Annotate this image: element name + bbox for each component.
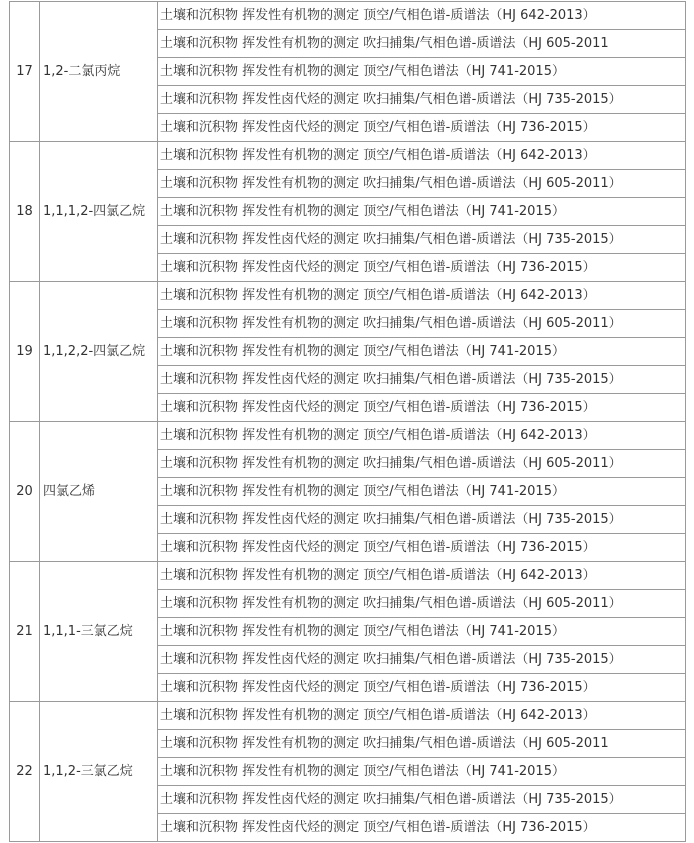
method-standard: 土壤和沉积物 挥发性卤代烃的测定 顶空/气相色谱-质谱法（HJ 736-2015）: [158, 114, 686, 142]
method-standard: 土壤和沉积物 挥发性卤代烃的测定 顶空/气相色谱-质谱法（HJ 736-2015）: [158, 394, 686, 422]
method-standard: 土壤和沉积物 挥发性有机物的测定 顶空/气相色谱法（HJ 741-2015）: [158, 618, 686, 646]
method-standard: 土壤和沉积物 挥发性卤代烃的测定 顶空/气相色谱-质谱法（HJ 736-2015）: [158, 254, 686, 282]
method-standard: 土壤和沉积物 挥发性有机物的测定 吹扫捕集/气相色谱-质谱法（HJ 605-2011: [158, 730, 686, 758]
method-standard: 土壤和沉积物 挥发性卤代烃的测定 吹扫捕集/气相色谱-质谱法（HJ 735-2015）: [158, 366, 686, 394]
method-standard: 土壤和沉积物 挥发性有机物的测定 吹扫捕集/气相色谱-质谱法（HJ 605-2011）: [158, 310, 686, 338]
method-standard: 土壤和沉积物 挥发性卤代烃的测定 吹扫捕集/气相色谱-质谱法（HJ 735-2015）: [158, 86, 686, 114]
method-standard: 土壤和沉积物 挥发性有机物的测定 顶空/气相色谱-质谱法（HJ 642-2013）: [158, 142, 686, 170]
method-standard: 土壤和沉积物 挥发性卤代烃的测定 顶空/气相色谱-质谱法（HJ 736-2015）: [158, 814, 686, 842]
standards-table: [9, 1, 686, 842]
method-standard: 土壤和沉积物 挥发性有机物的测定 顶空/气相色谱法（HJ 741-2015）: [158, 758, 686, 786]
compound-name: 1,1,1-三氯乙烷: [40, 562, 158, 702]
method-standard: 土壤和沉积物 挥发性卤代烃的测定 吹扫捕集/气相色谱-质谱法（HJ 735-2015）: [158, 226, 686, 254]
method-standard: 土壤和沉积物 挥发性有机物的测定 吹扫捕集/气相色谱-质谱法（HJ 605-2011）: [158, 590, 686, 618]
method-standard: 土壤和沉积物 挥发性有机物的测定 顶空/气相色谱法（HJ 741-2015）: [158, 58, 686, 86]
item-number: 19: [10, 282, 40, 422]
method-standard: 土壤和沉积物 挥发性有机物的测定 顶空/气相色谱-质谱法（HJ 642-2013）: [158, 282, 686, 310]
item-number: 17: [10, 2, 40, 142]
method-standard: 土壤和沉积物 挥发性卤代烃的测定 顶空/气相色谱-质谱法（HJ 736-2015）: [158, 674, 686, 702]
compound-name: 1,1,1,2-四氯乙烷: [40, 142, 158, 282]
method-standard: 土壤和沉积物 挥发性有机物的测定 顶空/气相色谱法（HJ 741-2015）: [158, 198, 686, 226]
method-standard: 土壤和沉积物 挥发性有机物的测定 吹扫捕集/气相色谱-质谱法（HJ 605-2011）: [158, 450, 686, 478]
method-standard: 土壤和沉积物 挥发性卤代烃的测定 吹扫捕集/气相色谱-质谱法（HJ 735-2015）: [158, 646, 686, 674]
method-standard: 土壤和沉积物 挥发性卤代烃的测定 吹扫捕集/气相色谱-质谱法（HJ 735-2015）: [158, 786, 686, 814]
method-standard: 土壤和沉积物 挥发性有机物的测定 顶空/气相色谱-质谱法（HJ 642-2013）: [158, 422, 686, 450]
method-standard: 土壤和沉积物 挥发性有机物的测定 顶空/气相色谱法（HJ 741-2015）: [158, 478, 686, 506]
item-number: 18: [10, 142, 40, 282]
method-standard: 土壤和沉积物 挥发性有机物的测定 顶空/气相色谱法（HJ 741-2015）: [158, 338, 686, 366]
table-row: [10, 702, 686, 730]
table-row: [10, 422, 686, 450]
table-row: [10, 562, 686, 590]
method-standard: 土壤和沉积物 挥发性卤代烃的测定 顶空/气相色谱-质谱法（HJ 736-2015）: [158, 534, 686, 562]
method-standard: 土壤和沉积物 挥发性有机物的测定 吹扫捕集/气相色谱-质谱法（HJ 605-2011）: [158, 170, 686, 198]
item-number: 22: [10, 702, 40, 842]
method-standard: 土壤和沉积物 挥发性有机物的测定 顶空/气相色谱-质谱法（HJ 642-2013）: [158, 2, 686, 30]
compound-name: 1,2-二氯丙烷: [40, 2, 158, 142]
method-standard: 土壤和沉积物 挥发性有机物的测定 顶空/气相色谱-质谱法（HJ 642-2013）: [158, 702, 686, 730]
method-standard: 土壤和沉积物 挥发性有机物的测定 吹扫捕集/气相色谱-质谱法（HJ 605-2011: [158, 30, 686, 58]
compound-name: 1,1,2,2-四氯乙烷: [40, 282, 158, 422]
compound-name: 四氯乙烯: [40, 422, 158, 562]
standards-table-body: [10, 2, 686, 842]
table-row: [10, 142, 686, 170]
compound-name: 1,1,2-三氯乙烷: [40, 702, 158, 842]
method-standard: 土壤和沉积物 挥发性有机物的测定 顶空/气相色谱-质谱法（HJ 642-2013）: [158, 562, 686, 590]
method-standard: 土壤和沉积物 挥发性卤代烃的测定 吹扫捕集/气相色谱-质谱法（HJ 735-2015）: [158, 506, 686, 534]
table-row: [10, 282, 686, 310]
item-number: 21: [10, 562, 40, 702]
table-row: [10, 2, 686, 30]
item-number: 20: [10, 422, 40, 562]
